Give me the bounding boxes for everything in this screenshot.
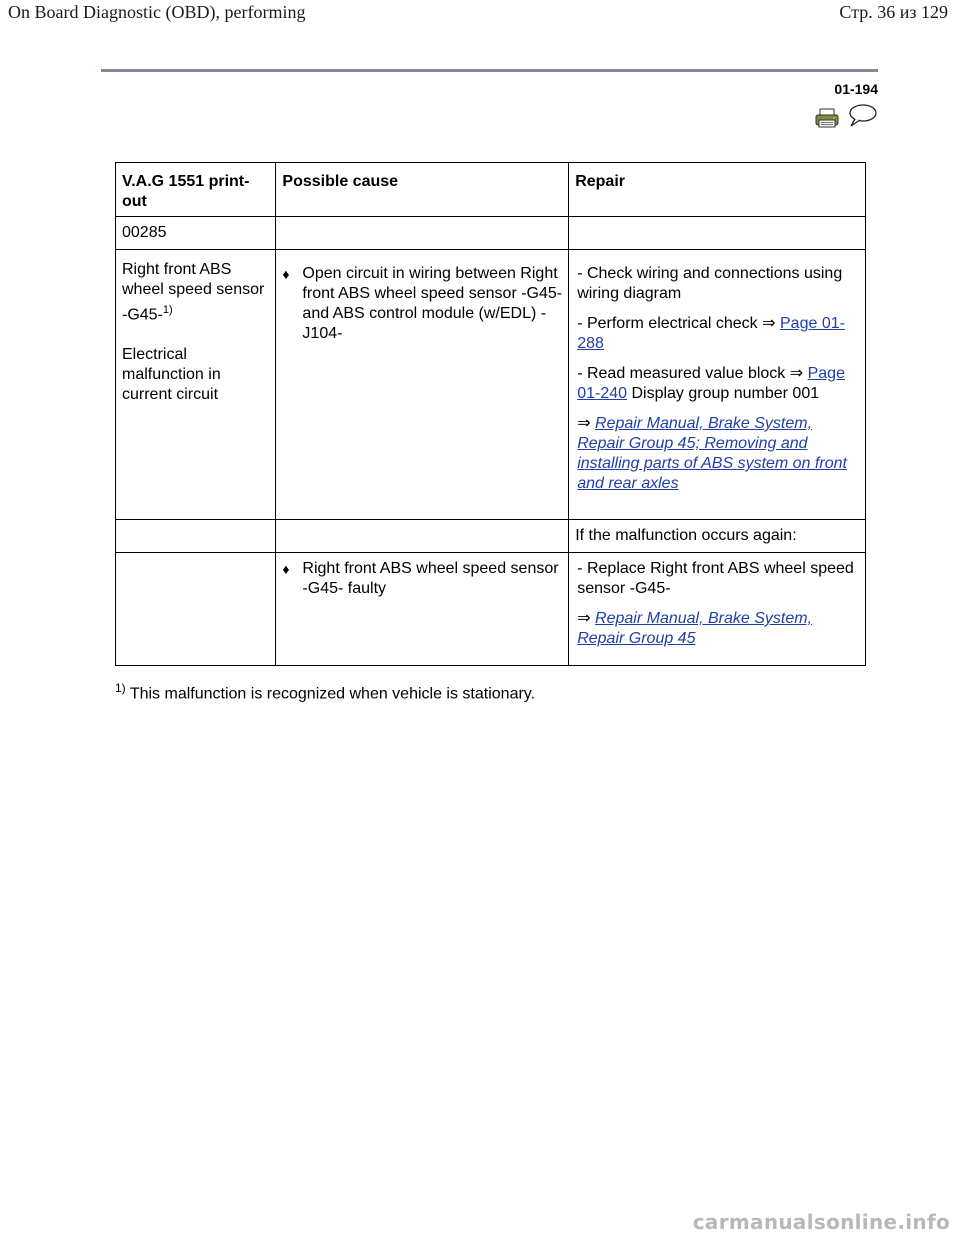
possible-cause: Right front ABS wheel speed sensor -G45- faulty [302,560,559,597]
cause-cell [276,553,569,666]
document-header-title: On Board Diagnostic (OBD), performing [8,2,306,22]
repair-step: - Perform electrical check ⇒ Page 01-288 [577,315,845,352]
manual-reference: ⇒ Repair Manual, Brake System, Repair Group 45; Removing and installing parts of ABS system on front and rear axles [577,415,847,492]
repair-cell [569,553,866,666]
repair-cell [569,250,866,520]
empty-cell [116,520,276,553]
page-number: 01-194 [834,81,878,97]
print-icon[interactable] [815,108,839,128]
column-header-printout: V.A.G 1551 print-out [116,163,276,217]
table-row [116,553,866,666]
table-header-row [116,163,866,217]
possible-cause: Open circuit in wiring between Right front ABS wheel speed sensor -G45- and ABS control module (w/EDL) -J104- [302,265,563,342]
fault-description: Right front ABS wheel speed sensor -G45- [122,261,265,324]
repair-step: - Replace Right front ABS wheel speed sensor -G45- [577,560,854,597]
repair-step: - Read measured value block ⇒ Page 01-240 Display group number 001 [577,365,845,402]
fault-type: Electrical malfunction in current circuit [122,346,221,404]
cause-cell [276,250,569,520]
page-link[interactable]: Page 01-240 [577,365,845,402]
manual-link[interactable]: Repair Manual, Brake System, Repair Group 45; Removing and installing parts of ABS system on front and rear axles [577,415,847,492]
empty-cell [276,217,569,250]
fault-code: 00285 [116,217,276,250]
page-link[interactable]: Page 01-288 [577,315,845,352]
watermark-logo: carmanualsonline.info [692,1210,950,1234]
empty-cell [569,217,866,250]
diagnostic-table [115,162,866,666]
comment-icon[interactable] [846,102,878,128]
diamond-bullet-icon: ♦ [282,266,290,282]
table-row [116,520,866,553]
table-row [116,217,866,250]
table-row [116,250,866,520]
manual-link[interactable]: Repair Manual, Brake System, Repair Group 45 [577,610,813,647]
footnote-text: This malfunction is recognized when vehicle is stationary. [129,685,536,703]
footnote-mark: 1) [115,681,126,695]
column-header-cause: Possible cause [276,163,569,217]
empty-cell [116,553,276,666]
empty-cell [276,520,569,553]
page-counter: Стр. 36 из 129 [839,2,948,22]
recurrence-note: If the malfunction occurs again: [569,520,866,553]
footnote [115,681,535,703]
repair-step: - Check wiring and connections using wiring diagram [577,265,843,302]
fault-description-cell [116,250,276,520]
footnote-reference: 1) [162,304,173,316]
header-divider [101,69,878,72]
column-header-repair: Repair [569,163,866,217]
diamond-bullet-icon: ♦ [282,561,290,577]
manual-reference: ⇒ Repair Manual, Brake System, Repair Group 45 [577,610,813,647]
